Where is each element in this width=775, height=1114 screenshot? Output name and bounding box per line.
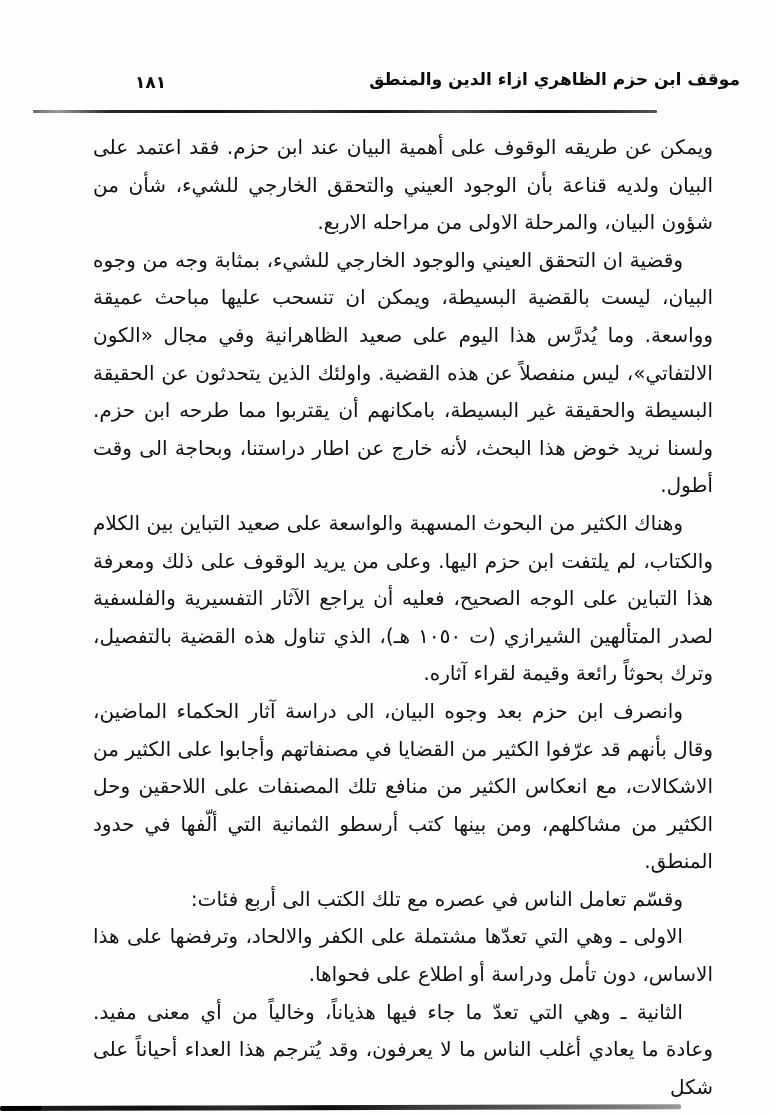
page-body — [93, 129, 713, 1106]
paragraph: الثانية ـ وهي التي تعدّ ما جاء فيها هذياناً، وخالياً من أي معنى مفيد. وعادة ما يعادي أغلب الناس ما لا يعرفون، وقد يُترجم هذا العداء أحياناً على شكل — [93, 999, 713, 1099]
paragraph: وقضية ان التحقق العيني والوجود الخارجي للشيء، بمثابة وجه من وجوه البيان، ليست بالقضية البسيطة، ويمكن ان تنسحب عليها مباحث عميقة وواسعة. وما يُدرَّس هذا اليوم على صعيد الظاهرانية وفي مجال «الكون الالتفاتي»، ليس منفصلاً عن هذه القضية. واولئك الذين يتحدثون عن الحقيقة البسيطة والحقيقة غير البسيطة، بامكانهم أن يقتربوا مما طرحه ابن حزم. ولسنا نريد خوض هذا البحث، لأنه خارج عن اطار دراستنا، وبحاجة الى وقت أطول. — [93, 247, 713, 498]
page-number: ١٨١ — [135, 73, 167, 93]
page-title: موقف ابن حزم الظاهري ازاء الدين والمنطق — [369, 70, 740, 90]
paragraph: وهناك الكثير من البحوث المسهبة والواسعة على صعيد التباين بين الكلام والكتاب، لم يلتفت ابن حزم اليها. وعلى من يريد الوقوف على ذلك ومعرفة هذا التباين على الوجه الصحيح، فعليه أن يراجع الآثار التفسيرية والفلسفية لصدر المتألهين الشيرازي (ت ١٠٥٠ هـ)، الذي تناول هذه القضية بالتفصيل، وترك بحوثاً رائعة وقيمة لقراء آثاره. — [93, 510, 714, 686]
header-rule — [33, 110, 657, 113]
page-header — [33, 70, 740, 104]
scan-edge-artifact — [0, 1104, 681, 1111]
paragraph: وانصرف ابن حزم بعد وجوه البيان، الى دراسة آثار الحكماء الماضين، وقال بأنهم قد عرّفوا الكثير من القضايا في مصنفاتهم وأجابوا على الكثير من الاشكالات، مع انعكاس الكثير من منافع تلك المصنفات على اللاحقين وحل الكثير من مشاكلهم، ومن بينها كتب أرسطو الثمانية التي ألّفها في حدود المنطق. — [93, 698, 713, 874]
paragraph: الاولى ـ وهي التي تعدّها مشتملة على الكفر والالحاد، وترفضها على هذا الاساس، دون تأمل ودراسة أو اطلاع على فحواها. — [93, 924, 713, 987]
paragraph: ويمكن عن طريقه الوقوف على أهمية البيان عند ابن حزم. فقد اعتمد على البيان ولديه قناعة بأن الوجود العيني والتحقق الخارجي للشيء، شأن من شؤون البيان، والمرحلة الاولى من مراحله الاربع. — [93, 135, 713, 235]
paragraph: وقسّم تعامل الناس في عصره مع تلك الكتب الى أربع فئات: — [190, 886, 683, 911]
